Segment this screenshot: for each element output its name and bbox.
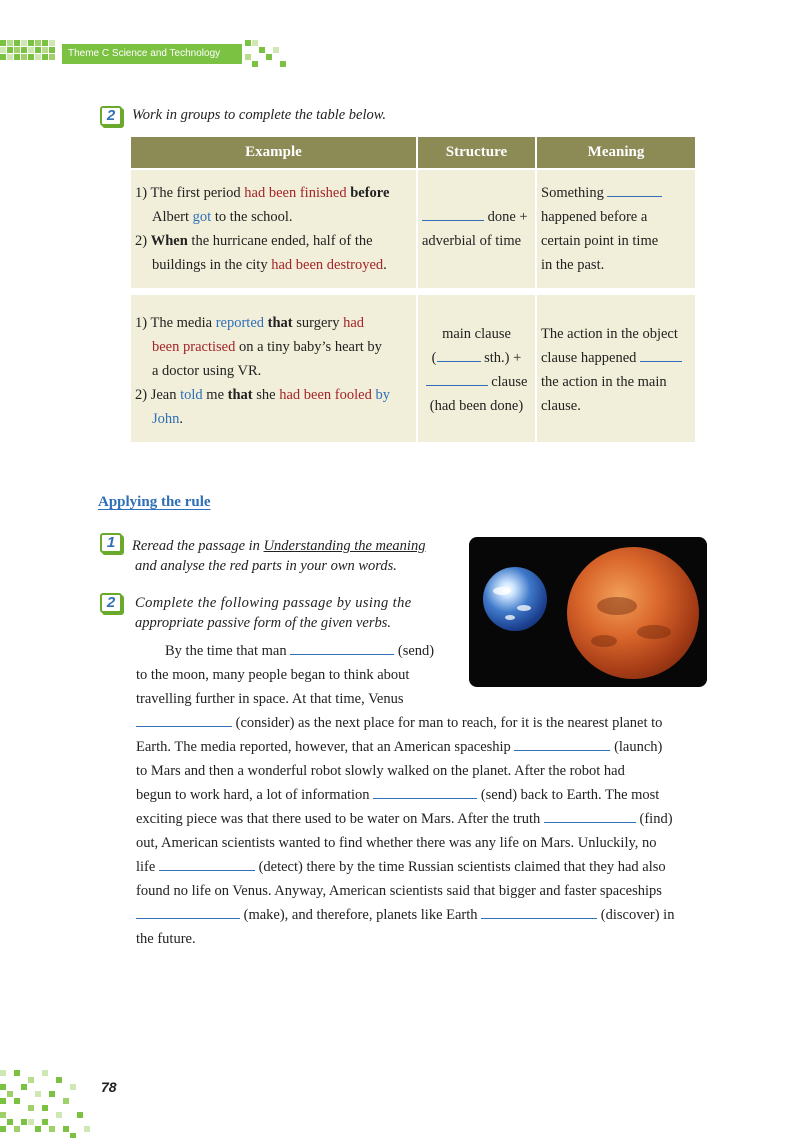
footer-pixel-pattern [0,1070,96,1138]
task-instruction: Reread the passage in Understanding the meaning and analyse the red parts in your own words. [132,538,426,574]
task-instruction: Work in groups to complete the table below. [132,107,386,123]
table-row [131,295,695,442]
structure-cell: main clause ( sth.) + clause (had been done) [418,295,535,442]
page-number: 78 [101,1079,117,1095]
table-row [131,170,695,288]
answer-blank[interactable] [373,785,477,799]
task-instruction: Complete the following passage by using the appropriate passive form of the given verbs. [135,595,412,631]
answer-blank[interactable] [290,641,394,655]
earth-image [483,567,547,631]
answer-blank[interactable] [640,348,682,362]
example-cell: 1) The first period had been finished before Albert got to the school. 2) When the hurricane ended, half of the buildings in the city had been destroyed. [135,185,390,273]
answer-blank[interactable] [136,905,240,919]
answer-blank[interactable] [544,809,636,823]
answer-blank[interactable] [481,905,597,919]
structure-cell: done + adverbial of time [422,209,528,249]
answer-blank[interactable] [136,713,232,727]
exercise-passage: By the time that man (send) to the moon, many people began to think about travelling further in space. At that time, Venus [136,643,435,707]
theme-label: Theme C Science and Technology [62,44,242,64]
passage-link[interactable]: Understanding the meaning [263,538,426,554]
mars-image [567,547,699,679]
answer-blank[interactable] [422,207,484,221]
exercise-passage: (consider) as the next place for man to reach, for it is the nearest planet to Earth. The media reported, however, that an American spaceship (launch) to Mars and then a wonderful robot slowly walked on the planet. After the robot had begun to work hard, a lot of information (send) back to Earth. The most exciting piece was that there used to be water on Mars. After the truth (find) out, American scientists wanted to find whether there was any life on Mars. Unluckily, no life (detect) there by the time Russian scientists claimed that they had also found no life on Venus. Anyway, American scientists said that bigger and faster spaceships (make), and therefore, planets like Earth (discover) in the future. [136,715,675,947]
header-meaning: Meaning [537,137,695,168]
task-number-badge: 2 [100,593,122,613]
task-number-badge: 2 [100,106,122,126]
answer-blank[interactable] [514,737,610,751]
meaning-cell: The action in the object clause happened the action in the main clause. [537,295,695,442]
answer-blank[interactable] [607,183,662,197]
section-heading: Applying the rule [98,494,211,510]
header-structure: Structure [418,137,535,168]
planet-image [469,537,707,687]
header-example: Example [131,137,416,168]
answer-blank[interactable] [437,348,481,362]
meaning-cell: Something happened before a certain point in time in the past. [537,170,695,288]
answer-blank[interactable] [159,857,255,871]
task-number-badge: 1 [100,533,122,553]
example-cell: 1) The media reported that surgery had been practised on a tiny baby’s heart by a doctor using VR. 2) Jean told me that she had been fooled by John. [135,315,390,427]
answer-blank[interactable] [426,372,488,386]
table-header [131,137,695,168]
